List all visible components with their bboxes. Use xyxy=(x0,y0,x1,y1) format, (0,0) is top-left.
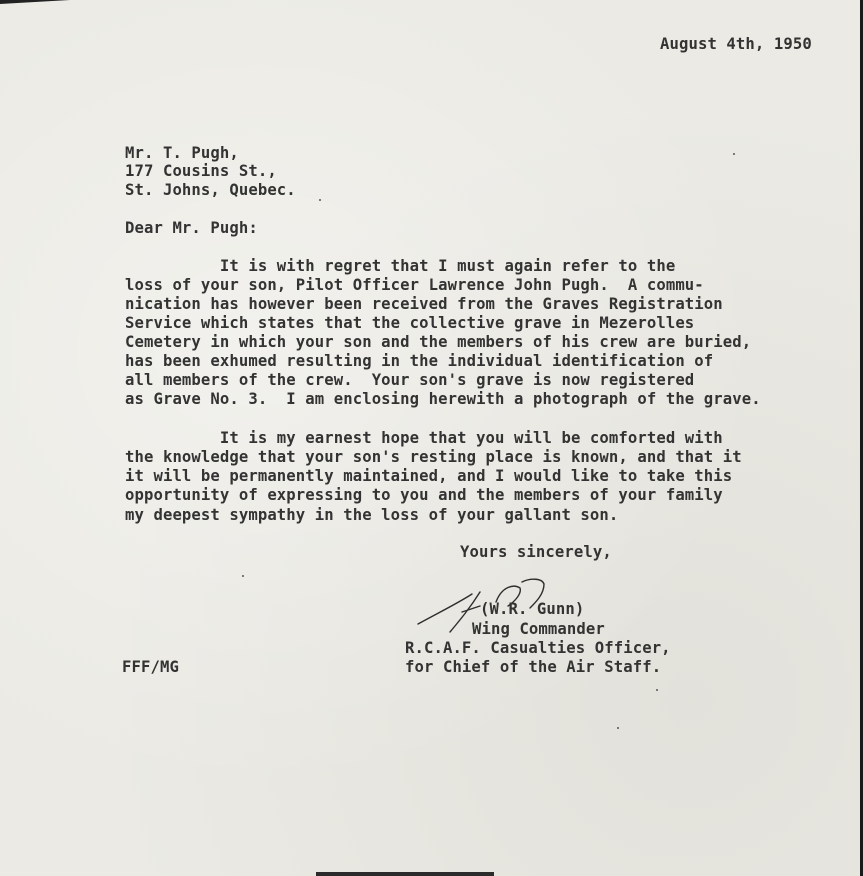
address-line-2: 177 Cousins St., xyxy=(125,162,277,180)
paragraph-1-line: nication has however been received from the Graves Registration xyxy=(125,295,723,313)
paper-speck xyxy=(242,575,244,577)
salutation: Dear Mr. Pugh: xyxy=(125,219,258,237)
closing: Yours sincerely, xyxy=(460,543,612,561)
page-corner-shadow xyxy=(0,0,70,4)
paper-speck xyxy=(656,689,658,691)
paragraph-1-line: Service which states that the collective grave in Mezerolles xyxy=(125,314,695,332)
paper-speck xyxy=(617,727,619,729)
page-bottom-tab xyxy=(316,872,494,876)
address-line-3: St. Johns, Quebec. xyxy=(125,181,296,199)
letter-date: August 4th, 1950 xyxy=(660,35,812,53)
paragraph-2-line: it will be permanently maintained, and I would like to take this xyxy=(125,467,733,485)
signer-office: R.C.A.F. Casualties Officer, xyxy=(405,639,671,657)
paragraph-1-line: all members of the crew. Your son's grave is now registered xyxy=(125,371,695,389)
paragraph-1-line: loss of your son, Pilot Officer Lawrence John Pugh. A commu- xyxy=(125,276,704,294)
paragraph-1-line: as Grave No. 3. I am enclosing herewith a photograph of the grave. xyxy=(125,390,761,408)
paragraph-1-line: Cemetery in which your son and the members of his crew are buried, xyxy=(125,333,752,351)
paper-speck xyxy=(733,153,735,155)
signer-for-line: for Chief of the Air Staff. xyxy=(405,658,662,676)
paragraph-2-line: opportunity of expressing to you and the members of your family xyxy=(125,486,723,504)
paragraph-2-line: the knowledge that your son's resting place is known, and that it xyxy=(125,448,742,466)
address-line-1: Mr. T. Pugh, xyxy=(125,144,239,162)
paragraph-2-line: It is my earnest hope that you will be comforted with xyxy=(125,429,723,447)
paragraph-2-line: my deepest sympathy in the loss of your gallant son. xyxy=(125,506,619,524)
signer-name: (W.R. Gunn) xyxy=(480,600,585,618)
signer-title: Wing Commander xyxy=(472,620,605,638)
paper-speck xyxy=(319,199,321,201)
paragraph-1-line: has been exhumed resulting in the individual identification of xyxy=(125,352,714,370)
paragraph-1-line: It is with regret that I must again refer to the xyxy=(125,257,676,275)
reference-initials: FFF/MG xyxy=(122,658,179,676)
